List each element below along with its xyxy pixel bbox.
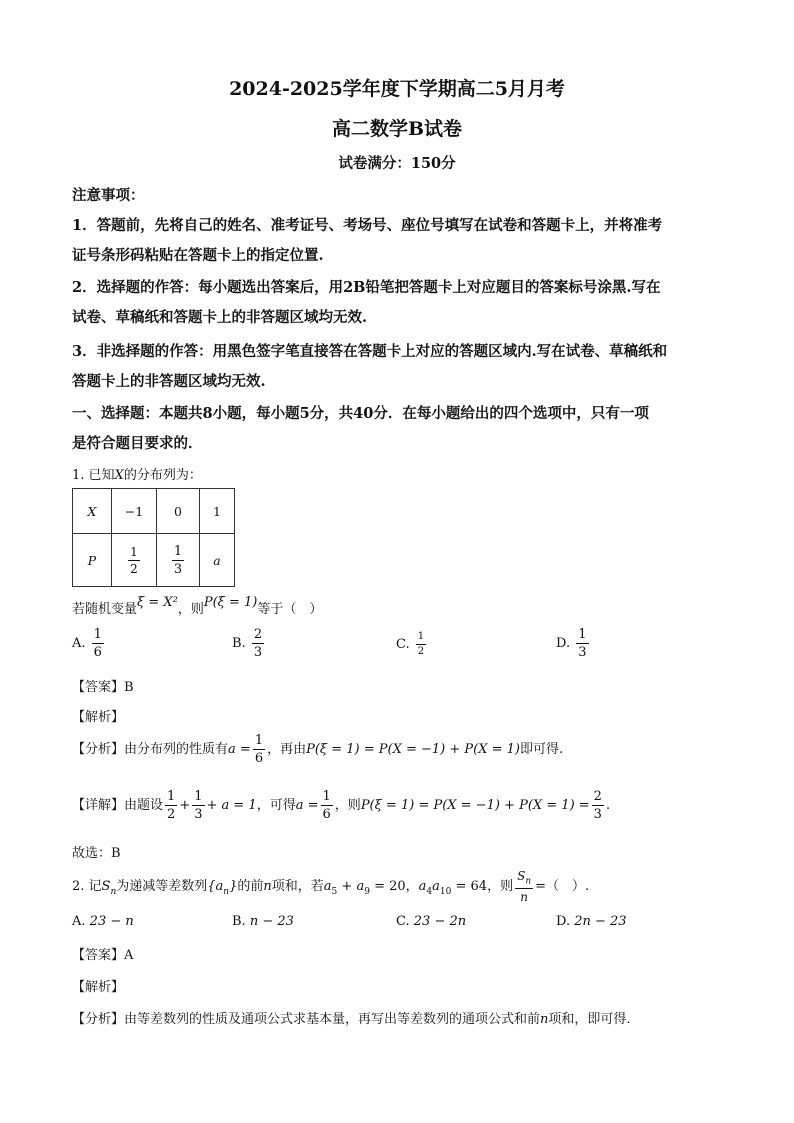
q1-xiangjie: 【详解】由题设 $\frac{1}{2}$ + $\frac{1}{3}$ + a = 1，可得a = $\frac{1}{6}$ ，则P(ξ = 1) = P(X = −1) + P(X = 1) = $\frac{2}{3}$ .: [72, 789, 611, 822]
notes-item2-line1: 2．选择题的作答：每小题选出答案后，用2B铅笔把答题卡上对应题目的答案标号涂黑.写在: [72, 279, 661, 296]
q1-choose: 故选：B: [72, 846, 121, 861]
q2-option-b: B. n − 23: [232, 914, 294, 929]
table-cell-x-label: X: [73, 489, 112, 534]
table-cell-value: −1: [112, 489, 157, 534]
q2-stem: 2. 记$S_n$为递减等差数列$\{a_n\}$的前n项和，若$a_5 + a_9 = 20$，$a_4a_{10} = 64$，则 $\frac{S_n}{n}$ =（ ）.: [72, 869, 590, 905]
notes-item2-line2: 试卷、草稿纸和答题卡上的非答题区域均无效.: [72, 309, 368, 326]
score-line: 试卷满分：150分: [338, 155, 456, 172]
q2-fenxi: 【分析】由等差数列的性质及通项公式求基本量，再写出等差数列的通项公式和前n项和，即可得.: [72, 1012, 631, 1027]
table-cell-prob: $\frac{1}{3}$: [157, 534, 200, 587]
table-cell-p-label: P: [73, 534, 112, 587]
q1-answer: 【答案】B: [72, 680, 134, 695]
q1-option-b: B. $\frac{2}{3}$: [232, 627, 263, 660]
page-title: 2024-2025学年度下学期高二5月月考: [229, 78, 565, 100]
q1-distribution-table: [72, 488, 235, 587]
table-cell-value: 0: [157, 489, 200, 534]
table-cell-prob: $\frac{1}{2}$: [112, 534, 157, 587]
q1-fenxi: 【分析】由分布列的性质有a = $\frac{1}{6}$ ，再由P(ξ = 1) = P(X = −1) + P(X = 1)即可得.: [72, 733, 564, 766]
q1-analysis-tag: 【解析】: [72, 710, 125, 725]
q2-option-c: C. 23 − 2n: [396, 914, 467, 929]
section1-line1: 一、选择题：本题共8小题，每小题5分，共40分．在每小题给出的四个选项中，只有一项: [72, 405, 649, 422]
notes-item1-line1: 1．答题前，先将自己的姓名、准考证号、考场号、座位号填写在试卷和答题卡上，并将准考: [72, 217, 663, 234]
section1-line2: 是符合题目要求的．: [72, 435, 203, 452]
q2-option-a: A. 23 − n: [72, 914, 134, 929]
notes-heading: 注意事项：: [72, 187, 145, 204]
q1-option-d: D. $\frac{1}{3}$: [556, 627, 587, 660]
q2-answer: 【答案】A: [72, 948, 134, 963]
page-subtitle: 高二数学B试卷: [331, 118, 463, 140]
q1-condition: 若随机变量ξ = X²，则P(ξ = 1)等于（ ）: [72, 595, 323, 617]
q1-stem: 1. 已知X的分布列为：: [72, 468, 202, 483]
notes-item3-line2: 答题卡上的非答题区域均无效.: [72, 373, 266, 390]
q1-option-a: A. $\frac{1}{6}$: [72, 627, 102, 660]
q2-option-d: D. 2n − 23: [556, 914, 627, 929]
notes-item1-line2: 证号条形码粘贴在答题卡上的指定位置.: [72, 247, 324, 264]
table-cell-prob: a: [200, 534, 235, 587]
table-cell-value: 1: [200, 489, 235, 534]
notes-item3-line1: 3．非选择题的作答：用黑色签字笔直接答在答题卡上对应的答题区域内.写在试卷、草稿纸和: [72, 343, 668, 360]
q2-analysis-tag: 【解析】: [72, 980, 125, 995]
q1-option-c: C. $\frac{1}{2}$: [396, 631, 425, 657]
